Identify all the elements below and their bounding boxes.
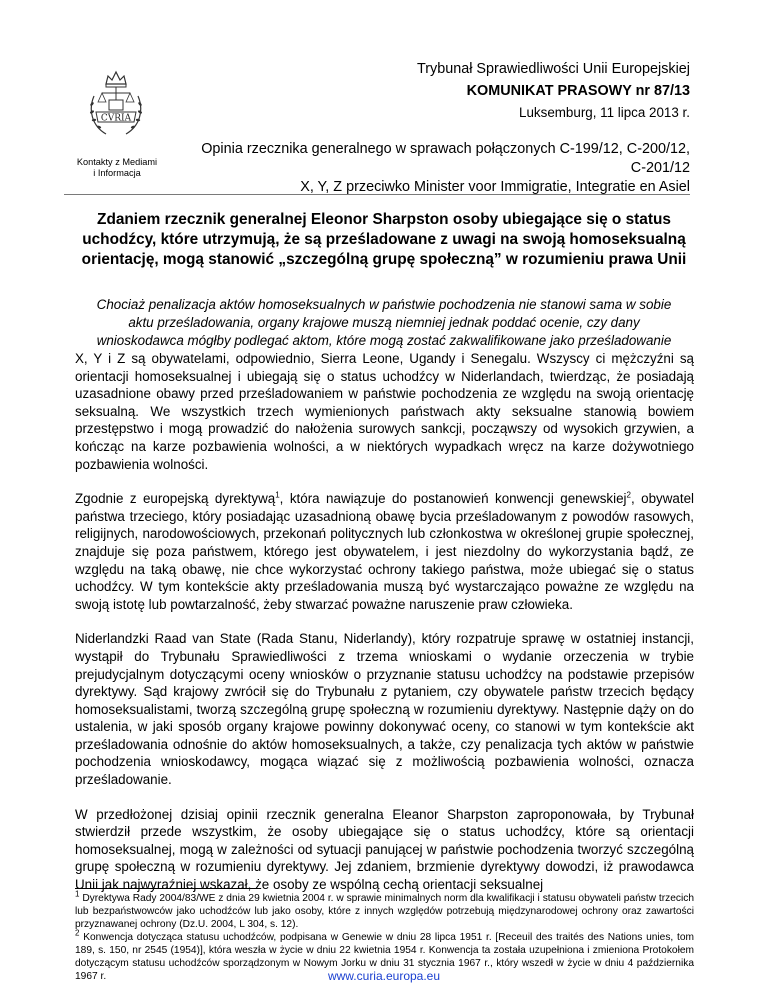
headline-title: Zdaniem rzecznik generalnej Eleonor Sharpston osoby ubiegające się o status uchodźcy, które utrzymują, że są prześladowane z uwagi na swoją homoseksualną orientację, mogą stanowić „szczególną grupę społeczną” w rozumieniu prawa Unii <box>81 211 687 268</box>
footnote-ref-1: 1 <box>275 490 280 500</box>
paragraph-2: Zgodnie z europejską dyrektywą$^1$, która nawiązuje do postanowień konwencji genewskiej$^2$, obywatel państwa trzeciego, który posiadając uzasadnioną obawę bycia prześladowanym z powodów rasowych, religijnych, narodowościowych, przekonań politycznych lub członkostwa w określonej grupie społecznej, znajduje się poza państwem, którego jest obywatelem, i jest niezdolny do wykorzystania bądź, ze względu na taką obawę, nie chce wykorzystać ochrony takiego państwa, może ubiegać się o status uchodźcy. W tym kontekście akty prześladowania muszą być wystarczająco poważne ze względu na swoją istotę lub powtarzalność, żeby stwarzać poważne naruszenie praw człowieka. <box>75 490 695 612</box>
body-text <box>75 350 694 911</box>
media-contacts-label: Kontakty z Mediami i Informacja <box>76 157 158 178</box>
svg-text:CVRIA: CVRIA <box>100 113 132 124</box>
press-release-number: KOMUNIKAT PRASOWY nr 87/13 <box>466 83 690 99</box>
paragraph-4: W przedłożonej dzisiaj opinii rzecznik generalna Eleanor Sharpston zaproponowała, by Trybunał stwierdził przede wszystkim, że osoby ubiegające się o status uchodźcy, które są orientacji homoseksualnej, mogą w zależności od sytuacji panującej w państwie pochodzenia tworzyć szczególną grupę społeczną w rozumieniu dyrektywy. Jej zdaniem, brzmienie dyrektywy dowodzi, iż prawodawca Unii jak najwyraźniej wskazał, że osoby ze wspólną cechą orientacji seksualnej <box>75 806 694 893</box>
curia-logo-icon <box>84 66 148 148</box>
header-right <box>417 58 690 124</box>
header-divider <box>64 194 690 195</box>
institution-name: Trybunał Sprawiedliwości Unii Europejskiej <box>416 61 690 77</box>
paragraph-1: X, Y i Z są obywatelami, odpowiednio, Sierra Leone, Ugandy i Senegalu. Wszyscy ci mężczyźni są orientacji homoseksualnej i ubiegają się o status uchodźcy w Niderlandach, twierdząc, że posiadają uzasadnione obawy przed prześladowaniem w państwie pochodzenia ze względu na swoją orientację seksualną. We wszystkich trzech wymienionych państwach akty seksualne stanowią bowiem przestępstwo i mogą prowadzić do nałożenia surowych sankcji, począwszy od wysokich grzywien, a kończąc na karze pozbawienia wolności, a w niektórych wypadkach wręcz na karze dożywotniego pozbawienia wolności. <box>75 351 694 472</box>
opinion-case-reference: Opinia rzecznika generalnego w sprawach połączonych C-199/12, C-200/12, C-201/12 X, Y, Z przeciwko Minister voor Immigratie, Integratie en Asiel <box>201 141 690 195</box>
footnote-2: $^2$ Konwencja dotycząca statusu uchodźców, podpisana w Genewie w dniu 28 lipca 1951 r. [Receuil des traités des Nations unies, tom 189, s. 150, nr 2545 (1954)], która weszła w życie w dniu 22 kwietnia 1954 r. Konwencja ta została uzupełniona i zmieniona Protokołem dotyczącym statusu uchodźców sporządzonym w Nowym Jorku w dniu 31 stycznia 1967 r., który wszedł w życie w dniu 4 października 1967 r. <box>75 928 694 982</box>
footnote-divider <box>75 888 261 889</box>
footnote-ref-2: 2 <box>626 490 631 500</box>
footnote-1: $^1$ Dyrektywa Rady 2004/83/WE z dnia 29 kwietnia 2004 r. w sprawie minimalnych norm dla kwalifikacji i statusu obywateli państw trzecich lub bezpaństwowców jako uchodźców lub jako osoby, które z innych względów potrzebują międzynarodowej ochrony oraz zawartości przyznawanej ochrony (Dz.U. 2004, L 304, s. 12). <box>75 889 694 930</box>
headline-subtitle: Chociaż penalizacja aktów homoseksualnych w państwie pochodzenia nie stanowi sama w sobie aktu prześladowania, organy krajowe muszą niemniej jednak poddać ocenie, czy dany wnioskodawca mógłby podlegać aktom, które mogą zostać zakwalifikowane jako prześladowanie <box>96 297 672 348</box>
place-date: Luksemburg, 11 lipca 2013 r. <box>519 105 690 120</box>
curia-website-link[interactable]: www.curia.europa.eu <box>327 969 441 983</box>
paragraph-3: Niderlandzki Raad van State (Rada Stanu, Niderlandy), który rozpatruje sprawę w ostatniej instancji, wystąpił do Trybunału Sprawiedliwości z trzema wnioskami o wydanie orzeczenia w trybie prejudycjalnym dotyczącymi oceny wniosków o przyznanie statusu uchodźcy na podstawie przepisów dyrektywy. Sąd krajowy zwrócił się do Trybunału z pytaniem, czy obywatele państw trzecich będący homoseksualistami, tworzą szczególną grupę społeczną w rozumieniu dyrektywy. Następnie dąży on do ustalenia, w jaki sposób organy krajowe powinny dokonywać oceny, co stanowi w tym kontekście akt prześladowania odnośnie do aktów homoseksualnych, a także, czy penalizacja tych aktów w państwie pochodzenia wnioskodawcy, mogąca wiązać się z możliwością pozbawienia wolności, oznacza prześladowanie. <box>75 631 694 788</box>
